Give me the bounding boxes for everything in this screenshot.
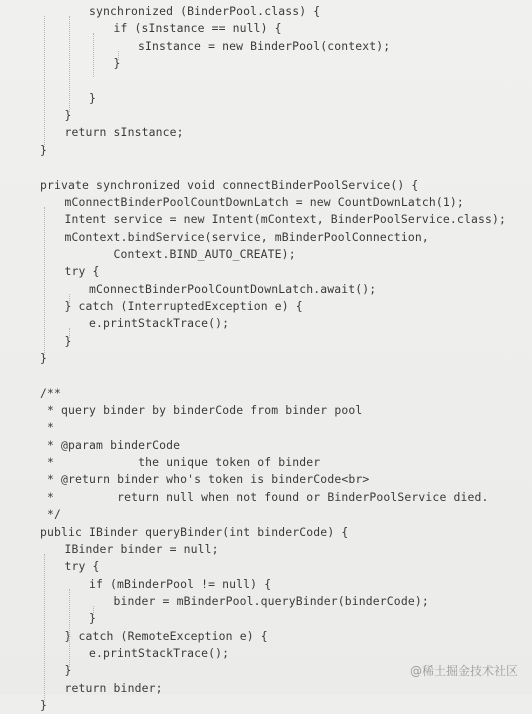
code-line: sInstance = new BinderPool(context); [138,38,391,53]
code-line: return sInstance; [64,125,184,140]
code-line: mContext.bindService(service, mBinderPoolConnection, [64,229,429,244]
code-line: if (sInstance == null) { [113,21,282,36]
indent-guide [69,294,70,303]
indent-guide [69,16,70,112]
code-line: if (mBinderPool != null) { [89,576,272,591]
code-line: } [40,142,48,157]
indent-guide [44,207,45,355]
code-line: mConnectBinderPoolCountDownLatch = new CountDownLatch(1); [64,194,464,209]
code-line: mConnectBinderPoolCountDownLatch.await(); [89,281,377,296]
code-line: private synchronized void connectBinderPoolService() { [40,177,419,192]
code-line: public IBinder queryBinder(int binderCode) { [40,524,349,539]
code-line: /** [40,385,62,400]
indent-guide [69,589,70,668]
indent-guide [44,16,45,147]
code-line: try { [64,559,100,574]
indent-guide [69,328,70,337]
code-line: } [40,698,48,712]
indent-guide [93,33,94,77]
indent-guide [118,51,119,60]
code-line: try { [64,264,100,279]
code-line: e.printStackTrace(); [89,645,230,660]
code-line: * return null when not found or BinderPoolService died. [40,489,489,504]
code-line: * @param binderCode [40,437,181,452]
code-line: } catch (InterruptedException e) { [64,298,303,313]
code-line: * the unique token of binder [40,455,321,470]
code-line: e.printStackTrace(); [89,316,230,331]
code-line: } [89,90,97,105]
code-line: } catch (RemoteException e) { [64,628,268,643]
code-line: * query binder by binderCode from binder pool [40,403,363,418]
code-line: * [40,420,55,435]
code-line: Context.BIND_AUTO_CREATE); [113,246,296,261]
code-line: } [64,663,72,678]
indent-guide [69,658,70,667]
code-line: Intent service = new Intent(mContext, BinderPoolService.class); [64,212,506,227]
watermark-label: @稀土掘金技术社区 [409,664,518,678]
code-line: } [64,333,72,348]
code-line: } [89,611,97,626]
indent-guide [93,606,94,615]
code-line: * @return binder who's token is binderCode<br> [40,472,370,487]
code-line: } [64,108,72,123]
code-line: IBinder binder = null; [64,541,219,556]
code-line: return binder; [64,680,163,695]
code-line: } [40,351,48,365]
code-line: */ [40,507,62,522]
code-line: binder = mBinderPool.queryBinder(binderCode); [113,593,429,608]
code-line: } [113,56,121,71]
code-line: synchronized (BinderPool.class) { [89,4,321,18]
indent-guide [44,554,45,702]
